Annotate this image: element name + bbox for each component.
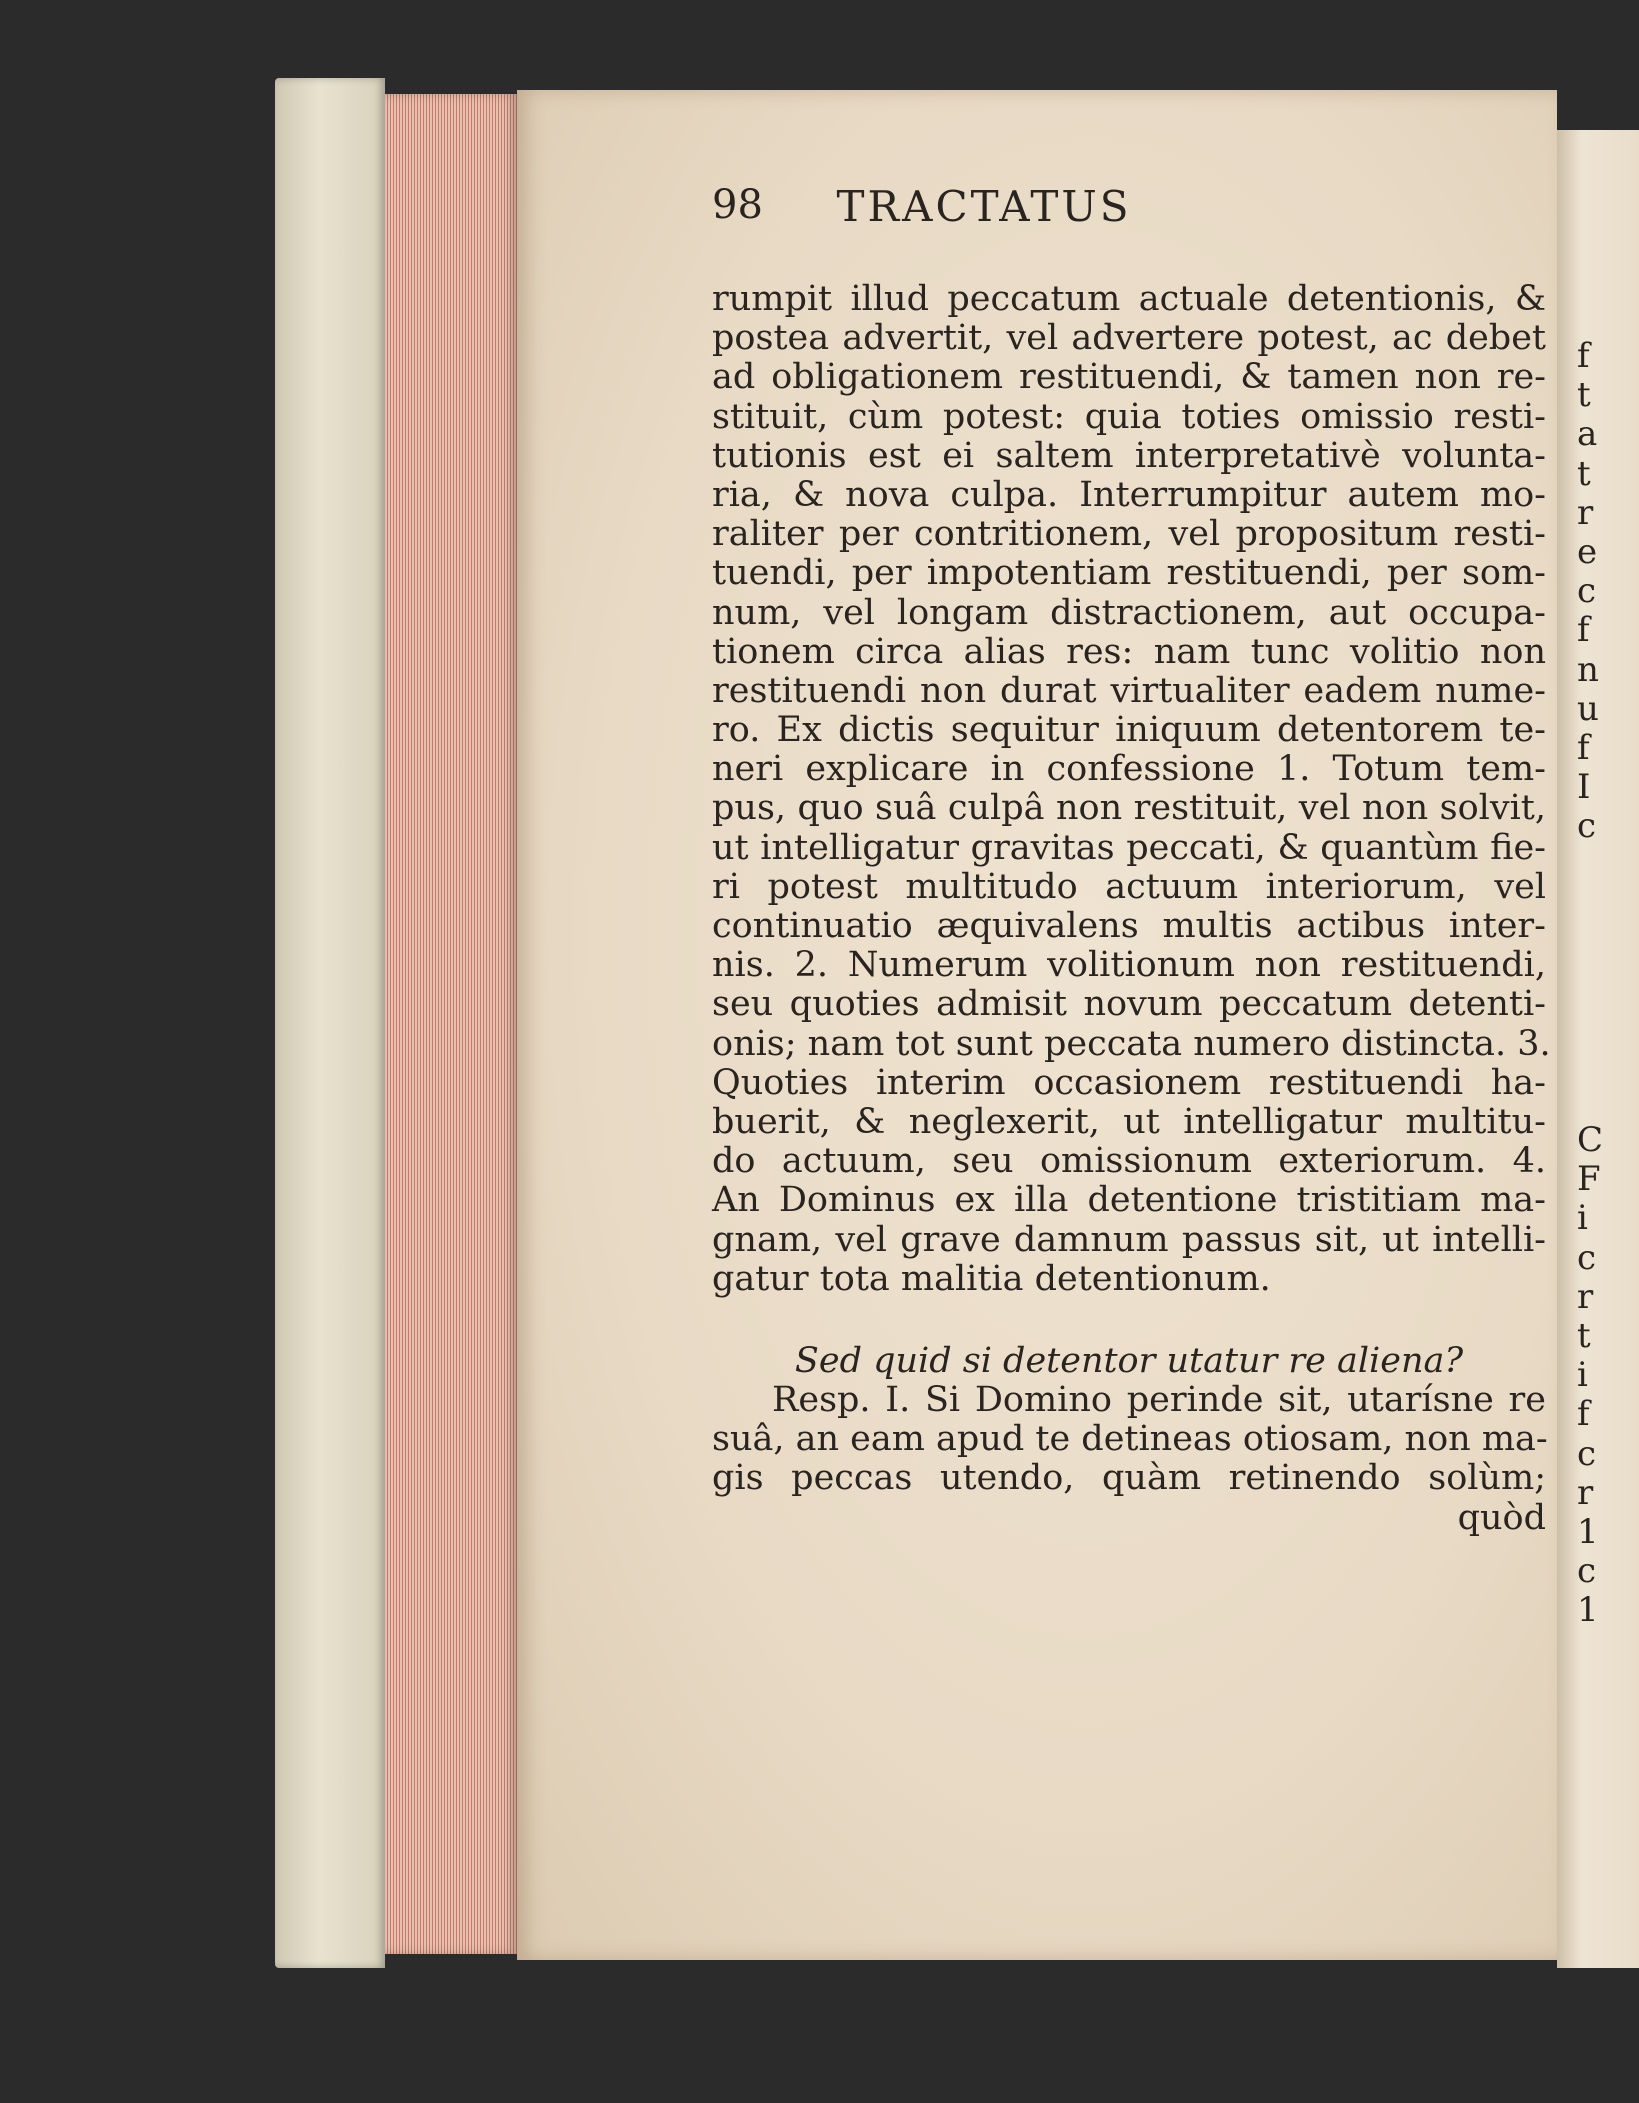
text-line: tionem circa alias res: nam tunc volitio non (712, 631, 1546, 672)
text-block (712, 279, 1551, 1538)
facing-page-glyph: e (1577, 532, 1598, 572)
facing-page-glyph: a (1577, 414, 1598, 455)
text-line: nis. 2. Numerum volitionum non restituendi, (712, 945, 1546, 986)
text-line: tutionis est ei saltem interpretativè volunta- (712, 435, 1546, 476)
facing-page-glyph: t (1577, 1316, 1591, 1356)
facing-page-glyph: i (1577, 1198, 1588, 1239)
facing-page-glyph: t (1577, 453, 1591, 494)
text-line: Quoties interim occasionem restituendi ha- (712, 1062, 1546, 1103)
facing-page-glyph: f (1577, 336, 1590, 376)
text-line: ad obligationem restituendi, & tamen non re- (712, 357, 1546, 398)
text-line: tuendi, per impotentiam restituendi, per som- (712, 553, 1546, 594)
page-header (712, 182, 1292, 242)
facing-page-glyph: F (1577, 1159, 1601, 1200)
vellum-cover (275, 78, 385, 1968)
text-line: gnam, vel grave damnum passus sit, ut intelli- (712, 1219, 1546, 1260)
answer-line: gis peccas utendo, quàm retinendo solùm; (712, 1458, 1546, 1499)
facing-page-glyph: c (1577, 1237, 1597, 1278)
text-line: num, vel longam distractionem, aut occupa- (712, 592, 1546, 633)
text-line: seu quoties admisit novum peccatum detenti- (712, 984, 1546, 1025)
page-number: 98 (712, 182, 763, 228)
facing-page-glyph: t (1577, 375, 1591, 416)
catchword: quòd (1457, 1497, 1546, 1538)
facing-page-glyph: 1 (1577, 1590, 1599, 1631)
facing-page-glyph: c (1577, 571, 1597, 612)
text-line: restituendi non durat virtualiter eadem nume- (712, 670, 1546, 711)
text-line: gatur tota malitia detentionum. (712, 1258, 1271, 1299)
text-line: neri explicare in confessione 1. Totum tem- (712, 749, 1546, 790)
facing-page-glyph: f (1577, 1394, 1590, 1435)
facing-page-glyph: r (1577, 1472, 1594, 1513)
text-line: stituit, cùm potest: quia toties omissio resti- (712, 396, 1546, 437)
paragraph-spacer (712, 1299, 1546, 1342)
text-line: ut intelligatur gravitas peccati, & quantùm fie- (712, 827, 1546, 868)
text-line: postea advertit, vel advertere potest, ac debet (712, 318, 1546, 359)
text-line: ria, & nova culpa. Interrumpitur autem mo- (712, 474, 1546, 515)
facing-page-glyph: 1 (1577, 1512, 1599, 1552)
text-line: rumpit illud peccatum actuale detentionis, & (712, 279, 1546, 319)
facing-page-glyph: I (1577, 767, 1591, 808)
text-line: buerit, & neglexerit, ut intelligatur multitu- (712, 1101, 1546, 1142)
facing-page-glyph: r (1577, 1276, 1594, 1317)
text-line: ro. Ex dictis sequitur iniquum detentorem te- (712, 710, 1546, 751)
facing-page-fragment (1557, 130, 1639, 1968)
text-line: do actuum, seu omissionum exteriorum. 4. (712, 1141, 1546, 1182)
facing-page-glyph: i (1577, 1355, 1588, 1396)
section-subheading: Sed quid si detentor utatur re aliena? (794, 1340, 1464, 1381)
facing-page-glyph: c (1577, 1551, 1597, 1592)
facing-page-glyph: r (1577, 492, 1594, 533)
text-line: pus, quo suâ culpâ non restituit, vel non solvit, (712, 788, 1546, 829)
facing-page-glyph: n (1577, 649, 1599, 690)
text-line: ri potest multitudo actuum interiorum, vel (712, 866, 1546, 907)
facing-page-glyph: c (1577, 1433, 1597, 1474)
answer-line: Resp. I. Si Domino perinde sit, utarísne re (772, 1380, 1546, 1421)
answer-line: suâ, an eam apud te detineas otiosam, non ma- (712, 1419, 1548, 1460)
running-head: TRACTATUS (836, 182, 1132, 231)
page-edges (385, 94, 517, 1954)
facing-page-glyph: C (1577, 1120, 1604, 1160)
text-line: raliter per contritionem, vel propositum resti- (712, 514, 1546, 555)
facing-page-glyph: f (1577, 610, 1590, 651)
text-line: An Dominus ex illa detentione tristitiam ma- (712, 1180, 1546, 1221)
facing-page-glyph: c (1577, 806, 1597, 847)
facing-page-glyph: f (1577, 728, 1590, 768)
text-line: continuatio æquivalens multis actibus inter- (712, 906, 1546, 946)
facing-page-glyph: u (1577, 688, 1599, 729)
text-line: onis; nam tot sunt peccata numero distincta. 3. (712, 1023, 1551, 1064)
